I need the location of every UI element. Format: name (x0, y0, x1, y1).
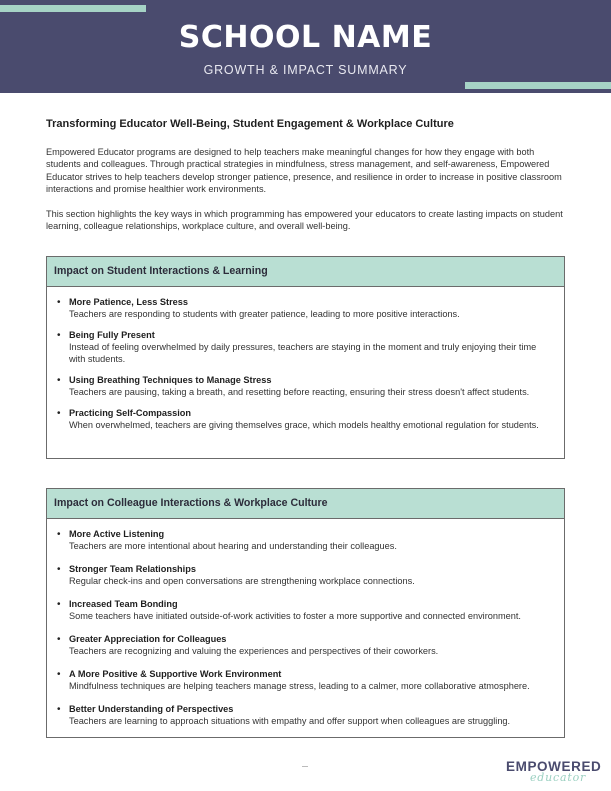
item-title: Being Fully Present (69, 330, 155, 340)
bullet-icon: • (57, 375, 61, 386)
page-divider (302, 766, 308, 767)
colleague-impact-box (46, 488, 565, 738)
item-title: Using Breathing Techniques to Manage Stress (69, 375, 272, 385)
item-description: Regular check-ins and open conversations are strengthening workplace connections. (69, 576, 415, 586)
item-title: Stronger Team Relationships (69, 564, 196, 574)
bullet-icon: • (57, 599, 61, 610)
item-description: Teachers are learning to approach situations with empathy and offer support when colleagues are struggling. (69, 716, 511, 726)
item-description: Teachers are recognizing and valuing the experiences and perspectives of their coworkers. (69, 646, 439, 656)
list-item (54, 408, 552, 431)
item-title: Practicing Self-Compassion (69, 408, 192, 418)
item-title: More Active Listening (69, 529, 165, 539)
colleague-impact-heading: Impact on Colleague Interactions & Workplace Culture (47, 489, 564, 519)
bullet-icon: • (57, 564, 61, 575)
accent-bar-top (0, 5, 146, 12)
page-subtitle: GROWTH & IMPACT SUMMARY (203, 63, 408, 77)
bullet-icon: • (57, 330, 61, 341)
list-item (54, 704, 552, 727)
list-item (54, 599, 552, 622)
item-description: Teachers are pausing, taking a breath, and resetting before reacting, ensuring their stress doesn't affect students. (69, 387, 530, 397)
item-description: Some teachers have initiated outside-of-work activities to foster a more supportive and connected environment. (69, 611, 521, 621)
list-item (54, 529, 552, 552)
bullet-icon: • (57, 704, 61, 715)
intro-section (46, 118, 566, 232)
bullet-icon: • (57, 408, 61, 419)
list-item (54, 669, 552, 692)
list-item (54, 375, 552, 398)
bullet-icon: • (57, 669, 61, 680)
list-item (54, 564, 552, 587)
list-item (54, 297, 552, 320)
intro-paragraph-2: This section highlights the key ways in which programming has empowered your educators to create lasting impacts on student learning, colleague relationships, workplace culture, and overall well-being. (46, 208, 563, 232)
bullet-icon: • (57, 297, 61, 308)
item-description: Teachers are responding to students with greater patience, leading to more positive interactions. (69, 309, 460, 319)
item-description: Teachers are more intentional about hearing and understanding their colleagues. (69, 541, 397, 551)
school-name-title: SCHOOL NAME (178, 20, 433, 55)
item-description: When overwhelmed, teachers are giving themselves grace, which models healthy emotional regulation for students. (69, 420, 539, 430)
item-title: Increased Team Bonding (69, 599, 178, 609)
student-impact-heading: Impact on Student Interactions & Learning (47, 257, 564, 287)
list-item (54, 634, 552, 657)
logo-wordmark: EMPOWERED (506, 759, 602, 774)
item-title: A More Positive & Supportive Work Environment (69, 669, 282, 679)
student-impact-list (47, 287, 564, 431)
logo-script: educator (530, 771, 587, 784)
item-title: Better Understanding of Perspectives (69, 704, 234, 714)
item-description: Instead of feeling overwhelmed by daily pressures, teachers are staying in the moment and truly enjoying their time with students. (69, 342, 537, 364)
header-banner (0, 0, 611, 93)
accent-bar-bottom (465, 82, 611, 89)
list-item (54, 330, 552, 365)
bullet-icon: • (57, 634, 61, 645)
item-title: Greater Appreciation for Colleagues (69, 634, 227, 644)
item-description: Mindfulness techniques are helping teachers manage stress, leading to a calmer, more collaborative atmosphere. (69, 681, 530, 691)
bullet-icon: • (57, 529, 61, 540)
item-title: More Patience, Less Stress (69, 297, 188, 307)
intro-paragraph-1: Empowered Educator programs are designed to help teachers make meaningful changes for how they engage with both students and colleagues. Through practical strategies in mindfulness, stress management, and self-awareness, Empowered Educator strives to help teachers develop stronger patience, presence, and resilience in order to increase in positive classroom interactions and promise healthier work environments. (46, 147, 562, 195)
intro-title: Transforming Educator Well-Being, Student Engagement & Workplace Culture (46, 118, 454, 130)
student-impact-box (46, 256, 565, 459)
empowered-educator-logo (506, 759, 602, 787)
colleague-impact-list (47, 519, 564, 727)
